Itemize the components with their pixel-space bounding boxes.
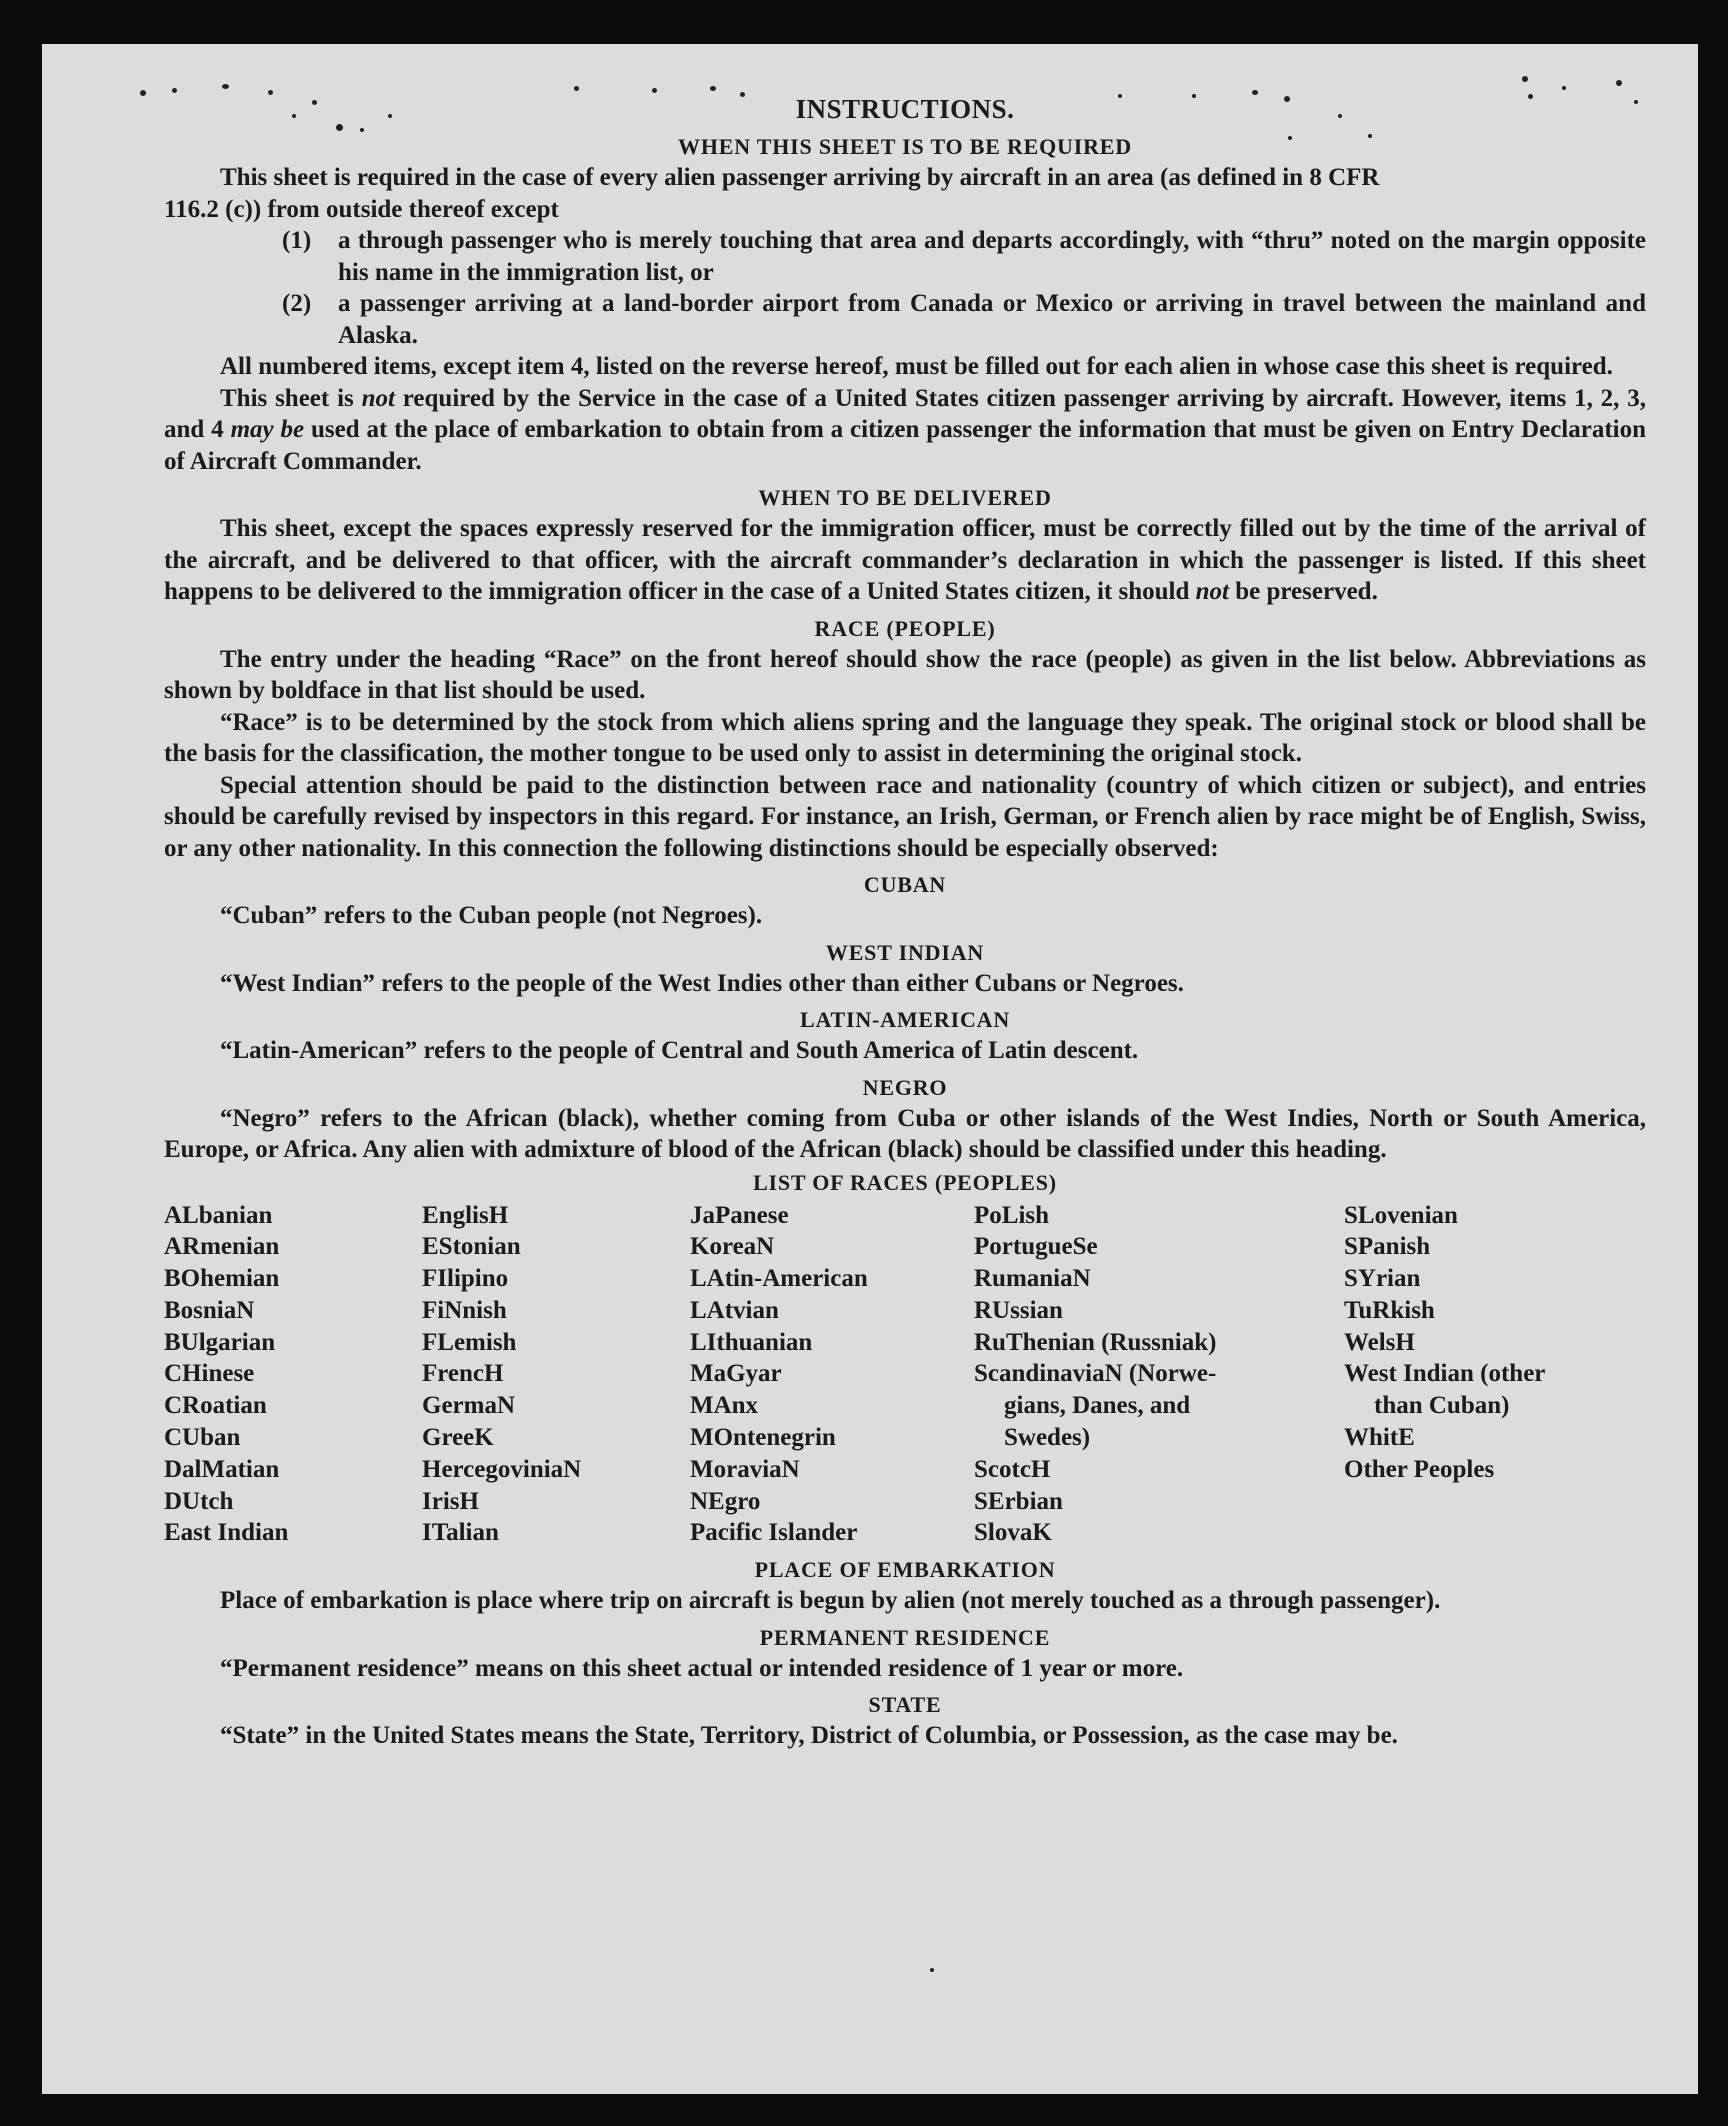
race-list-item: SLovenian <box>1344 1201 1458 1229</box>
race-list-item: LIthuanian <box>690 1328 813 1356</box>
race-list-item: EStonian <box>422 1233 521 1261</box>
residence-text: “Permanent residence” means on this sheet actual or intended residence of 1 year or more. <box>220 1654 1184 1682</box>
heading-permanent-residence: PERMANENT RESIDENCE <box>759 1624 1051 1650</box>
race-list-item: Pacific Islander <box>690 1519 858 1547</box>
numbered-items-paragraph: All numbered items, except item 4, listed on the reverse hereof, must be filled out for each alien in whose case this sheet is required. <box>220 353 1613 380</box>
race-list-item: ALbanian <box>164 1201 273 1229</box>
exception-item-1 <box>282 225 1646 288</box>
race-list-item: SYrian <box>1344 1265 1421 1293</box>
race-list-item: FLemish <box>422 1328 517 1356</box>
race-list-item: GermaN <box>422 1392 516 1420</box>
embarkation-text: Place of embarkation is place where trip on aircraft is begun by alien (not merely touched as a through passenger). <box>220 1587 1441 1615</box>
race-list-item: CHinese <box>164 1360 255 1388</box>
race-list-item: West Indian (other <box>1344 1360 1546 1388</box>
exception-item-2 <box>282 288 1646 351</box>
race-list-item: LAtvian <box>690 1296 779 1324</box>
heading-race: RACE (PEOPLE) <box>814 615 996 641</box>
race-list-item: CRoatian <box>164 1392 267 1420</box>
race-list-item: Other Peoples <box>1344 1455 1495 1483</box>
race-list-item: ScotcH <box>974 1455 1051 1483</box>
race-list-item: ScandinaviaN (Norwe- <box>974 1360 1217 1388</box>
exception-item-2-text: a passenger arriving at a land-border airport from Canada or Mexico or arriving in travel between the mainland and Alaska. <box>338 290 1646 349</box>
required-intro-line1: This sheet is required in the case of every alien passenger arriving by aircraft in an area (as defined in 8 CFR <box>220 164 1380 191</box>
west-indian-text: “West Indian” refers to the people of the West Indies other than either Cubans or Negroes. <box>220 969 1184 997</box>
heading-place-of-embarkation: PLACE OF EMBARKATION <box>754 1557 1056 1583</box>
race-list-item: PoLish <box>974 1201 1050 1229</box>
race-list-item: GreeK <box>422 1424 494 1452</box>
race-list-column-5 <box>1344 1200 1644 1550</box>
race-list-item: DalMatian <box>164 1455 280 1483</box>
race-list-item: LAtin-American <box>690 1265 868 1293</box>
heading-negro: NEGRO <box>862 1074 948 1100</box>
race-list-column-2 <box>422 1200 690 1550</box>
race-list-column-3 <box>690 1200 974 1550</box>
race-list-item: DUtch <box>164 1487 234 1515</box>
race-list-column-4 <box>974 1200 1344 1550</box>
race-list-item: MoraviaN <box>690 1455 800 1483</box>
race-list-item: ARmenian <box>164 1233 280 1261</box>
race-list-item: RuThenian (Russniak) <box>974 1328 1217 1356</box>
race-list-item: SPanish <box>1344 1233 1431 1261</box>
race-list-item: BOhemian <box>164 1265 280 1293</box>
document-page <box>42 44 1698 2094</box>
heading-west-indian: WEST INDIAN <box>825 939 985 965</box>
heading-state: STATE <box>868 1692 942 1718</box>
race-list-item: BUlgarian <box>164 1328 276 1356</box>
race-list-item: SErbian <box>974 1487 1063 1515</box>
race-list-item: TuRkish <box>1344 1296 1435 1324</box>
race-list-item: gians, Danes, and <box>1004 1392 1191 1420</box>
race-list-item: CUban <box>164 1424 241 1452</box>
race-list-item: JaPanese <box>690 1201 789 1229</box>
race-list-item: FIlipino <box>422 1265 509 1293</box>
page-title: INSTRUCTIONS. <box>795 94 1015 124</box>
race-list-item: Swedes) <box>1004 1424 1091 1452</box>
heading-list-of-races: LIST OF RACES (PEOPLES) <box>753 1169 1057 1195</box>
exception-item-1-number: (1) <box>282 227 312 254</box>
race-list-column-1 <box>164 1200 422 1550</box>
negro-text: “Negro” refers to the African (black), whether coming from Cuba or other islands of the West Indies, North or South America, Europe, or Africa. Any alien with admixture of blood of the African (black) should be classified under this heading. <box>164 1104 1646 1163</box>
state-text: “State” in the United States means the State, Territory, District of Columbia, or Possession, as the case may be. <box>220 1722 1398 1750</box>
race-list-item: RumaniaN <box>974 1265 1091 1293</box>
heading-latin-american: LATIN-AMERICAN <box>799 1007 1011 1032</box>
race-list-item: EnglisH <box>422 1201 509 1229</box>
race-list-item: NEgro <box>690 1487 761 1515</box>
race-list-item: PortugueSe <box>974 1233 1098 1261</box>
race-list-item: SlovaK <box>974 1519 1052 1547</box>
race-list-item: HercegoviniaN <box>422 1455 582 1483</box>
race-list-item: MOntenegrin <box>690 1424 836 1452</box>
instructions-body <box>164 92 1646 1752</box>
race-list-item: RUssian <box>974 1296 1063 1324</box>
race-list-table <box>164 1200 1646 1550</box>
heading-when-required: WHEN THIS SHEET IS TO BE REQUIRED <box>678 134 1132 159</box>
race-list-item: FiNnish <box>422 1296 507 1324</box>
race-list-item: WhitE <box>1344 1424 1415 1452</box>
race-list-item: MAnx <box>690 1392 759 1420</box>
heading-when-delivered: WHEN TO BE DELIVERED <box>758 485 1052 510</box>
exception-item-1-text: a through passenger who is merely touching that area and departs accordingly, with “thru” noted on the margin opposite his name in the immigration list, or <box>338 227 1646 286</box>
race-list-item: IrisH <box>422 1487 479 1515</box>
race-paragraph-1: The entry under the heading “Race” on the front hereof should show the race (people) as given in the list below. Abbreviations as shown by boldface in that list should be used. <box>164 645 1646 704</box>
race-list-item: WelsH <box>1344 1328 1415 1356</box>
heading-cuban: CUBAN <box>863 872 947 897</box>
race-list-item: East Indian <box>164 1519 289 1547</box>
race-list-item: BosniaN <box>164 1296 255 1324</box>
race-list-item: than Cuban) <box>1374 1392 1510 1420</box>
citizen-paragraph: This sheet is not required by the Service in the case of a United States citizen passenger arriving by aircraft. However, items 1, 2, 3, and 4 may be used at the place of embarkation to obtain from a citizen passenger the information that must be given on Entry Declaration of Aircraft Commander. <box>164 384 1647 475</box>
latin-american-text: “Latin-American” refers to the people of Central and South America of Latin descent. <box>220 1037 1139 1064</box>
race-list-item: KoreaN <box>690 1233 775 1261</box>
race-list-item: MaGyar <box>690 1360 782 1388</box>
race-paragraph-3: Special attention should be paid to the distinction between race and nationality (country of which citizen or subject), and entries should be carefully revised by inspectors in this regard. For instance, an Irish, German, or French alien by race might be of English, Swiss, or any other nationality. In this connection the following distinctions should be especially observed: <box>164 771 1646 862</box>
race-list-item: ITalian <box>422 1519 499 1547</box>
race-paragraph-2: “Race” is to be determined by the stock from which aliens spring and the language they speak. The original stock or blood shall be the basis for the classification, the mother tongue to be used only to assist in determining the original stock. <box>164 708 1646 767</box>
exception-item-2-number: (2) <box>282 290 312 317</box>
delivered-paragraph: This sheet, except the spaces expressly reserved for the immigration officer, must be correctly filled out by the time of the arrival of the aircraft, and be delivered to that officer, with the aircraft commander’s declaration in which the passenger is listed. If this sheet happens to be delivered to the immigration officer in the case of a United States citizen, it should not be preserved. <box>164 515 1646 605</box>
required-intro-line2: 116.2 (c)) from outside thereof except <box>164 195 559 223</box>
cuban-text: “Cuban” refers to the Cuban people (not Negroes). <box>220 902 763 929</box>
race-list-item: FrencH <box>422 1360 504 1388</box>
